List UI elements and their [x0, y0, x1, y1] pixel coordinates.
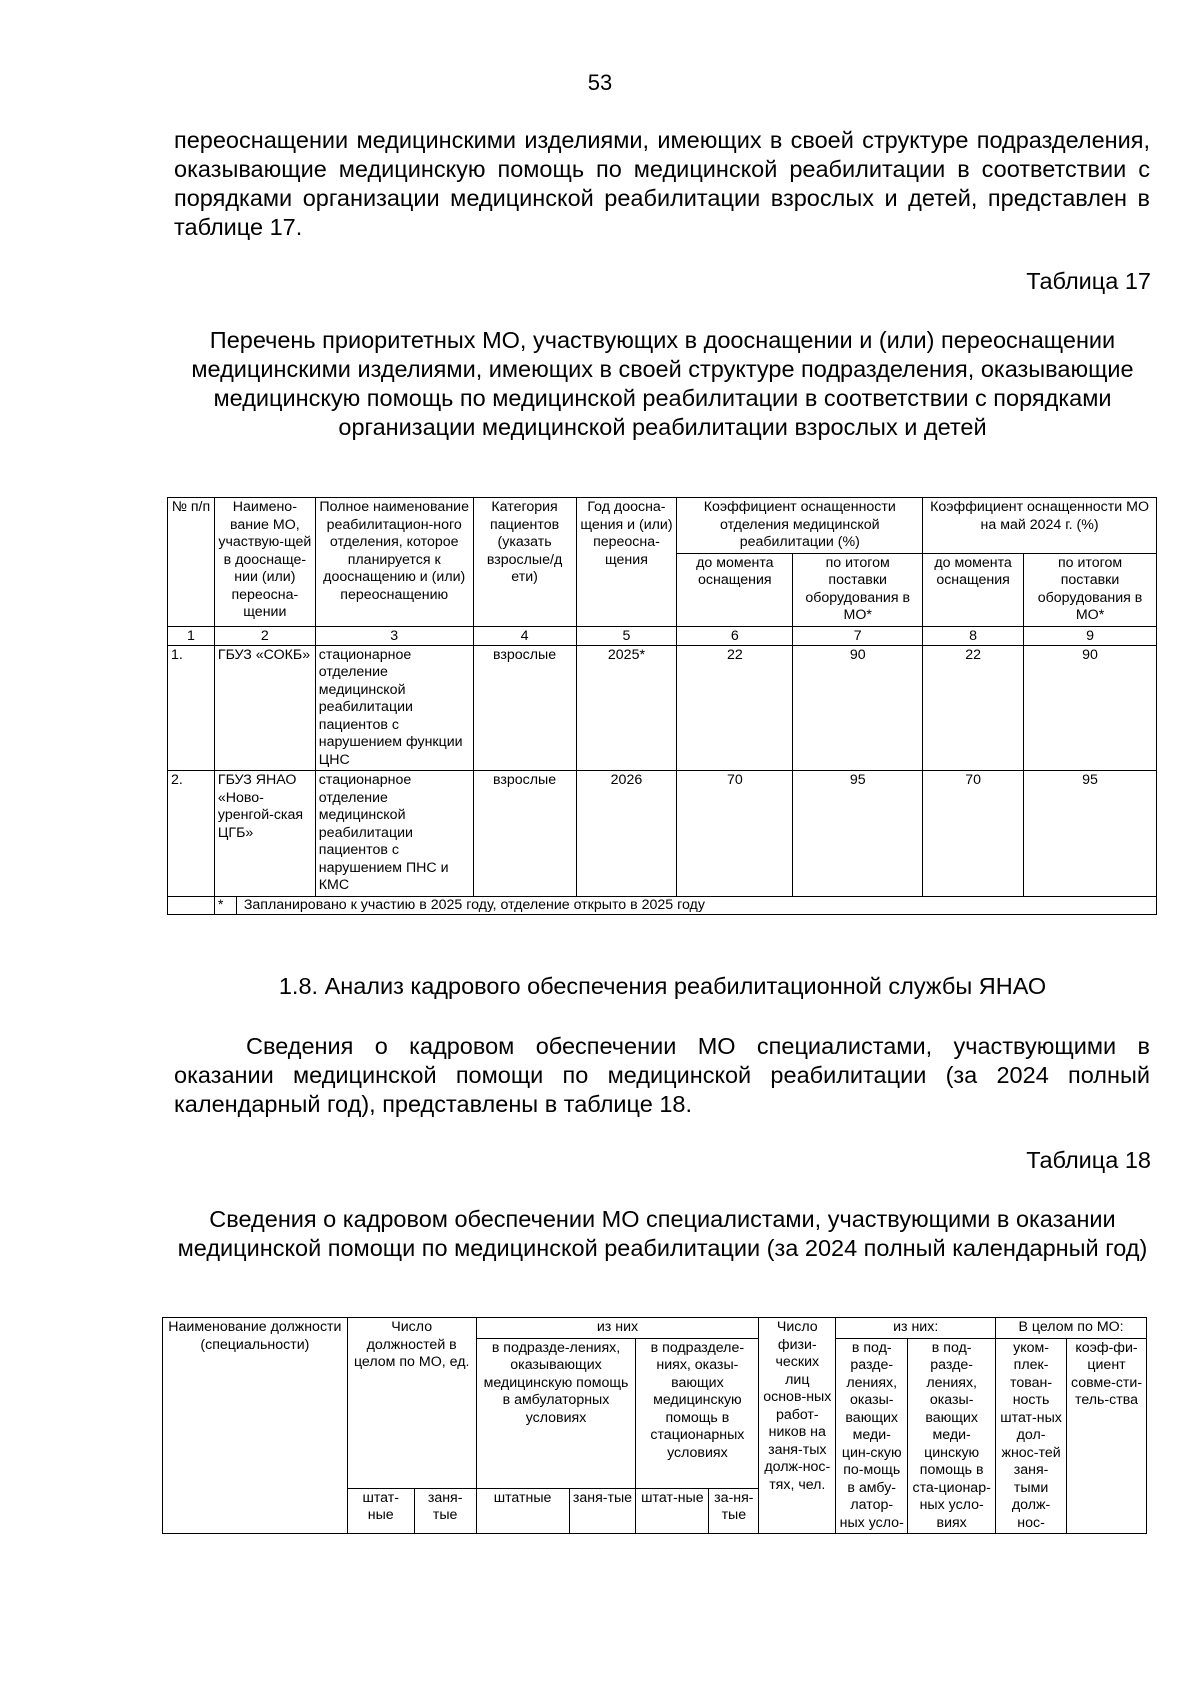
note-cell	[214, 896, 1156, 915]
row-year: 2026	[576, 771, 677, 897]
note-text: Запланировано к участию в 2025 году, отделение открыто в 2025 году	[243, 896, 705, 913]
header-before: до момента оснащения	[677, 553, 793, 626]
header-position: Наименование должности (специальности)	[163, 1318, 348, 1534]
row-after: 95	[793, 771, 923, 897]
header-before-mo: до момента оснащения	[923, 553, 1024, 626]
header-coef-dept: Коэффициент оснащенности отделения медицинской реабилитации (%)	[677, 498, 923, 554]
section-heading: 1.8. Анализ кадрового обеспечения реабилитационной службы ЯНАО	[278, 973, 1047, 999]
row-category: взрослые	[473, 645, 576, 771]
note-mark: *	[215, 897, 237, 915]
header-phys-amb: в под-разде-лениях, оказы-вающих меди-цин-скую по-мощь в амбу-латор-ных усло-	[836, 1338, 908, 1534]
header-year: Год дооcна-щения и (или) переосна-щения	[576, 498, 677, 627]
col-number: 8	[923, 626, 1024, 645]
paragraph-2: Сведения о кадровом обеспечении МО специалистами, участвующими в оказании медицинской помощи по медицинской реабилитации (за 2024 полный календарный год), представлены в таблице 18.	[174, 1033, 1150, 1117]
col-number: 2	[214, 626, 315, 645]
table-17-caption: Перечень приоритетных МО, участвующих в дооснащении и (или) переоснащении медицинскими изделиями, имеющих в своей структуре подразделения, оказывающие медицинскую помощь по медицинской реабилитации в соответствии с порядками организации медицинской реабилитации взрослых и детей	[191, 327, 1134, 440]
table-17-label: Таблица 17	[1026, 268, 1151, 294]
table-17	[167, 497, 1157, 915]
header-overall: В целом по МО:	[996, 1318, 1147, 1339]
header-of-them: из них	[476, 1318, 759, 1339]
col-number: 3	[315, 626, 473, 645]
col-number: 9	[1024, 626, 1157, 645]
row-before-mo: 70	[923, 771, 1024, 897]
header-of-them-2: из них:	[836, 1318, 996, 1339]
header-count-total: Число должностей в целом по МО, ед.	[347, 1318, 476, 1489]
table-18-caption: Сведения о кадровом обеспечении МО специалистами, участвующими в оказании медицинской помощи по медицинской реабилитации (за 2024 полный календарный год)	[177, 1206, 1148, 1261]
table-18-label: Таблица 18	[1026, 1147, 1151, 1173]
header-zan-3: за-ня-тые	[709, 1488, 759, 1533]
row-before: 70	[677, 771, 793, 897]
header-staffing: уком-плек-тован-ность штат-ных дол-жнос-тей заня-тыми долж-нос-	[996, 1338, 1067, 1534]
col-number: 4	[473, 626, 576, 645]
table-row	[168, 771, 1157, 897]
page-number: 53	[587, 70, 613, 95]
header-shtat-1: штат-ные	[347, 1488, 414, 1533]
row-dept: стационарное отделение медицинской реабилитации пациентов с нарушением ПНС и КМС	[315, 771, 473, 897]
header-physical: Число физи-ческих лиц основ-ных работ-ников на заня-тых долж-нос-тях, чел.	[759, 1318, 836, 1534]
header-mo: Наимено-вание МО, участвую-щей в дооснаще-нии (или) переосна-щении	[214, 498, 315, 627]
row-dept: стационарное отделение медицинской реабилитации пациентов с нарушением функции ЦНС	[315, 645, 473, 771]
row-num: 1.	[168, 645, 215, 771]
column-number-row	[168, 626, 1157, 645]
col-number: 7	[793, 626, 923, 645]
note-blank	[168, 896, 215, 915]
row-after-mo: 90	[1024, 645, 1157, 771]
row-year: 2025*	[576, 645, 677, 771]
table-17-header-row	[168, 498, 1157, 554]
table-17-note-row	[168, 896, 1157, 915]
col-number: 5	[576, 626, 677, 645]
table-18-header-row	[163, 1318, 1147, 1339]
header-phys-stat: в под-разде-лениях, оказы-вающих меди-цинскую помощь в ста-ционар-ных усло-виях	[908, 1338, 996, 1534]
row-num: 2.	[168, 771, 215, 897]
header-num: № п/п	[168, 498, 215, 627]
header-shtat-2: штатные	[476, 1488, 569, 1533]
row-mo: ГБУЗ ЯНАО «Ново-уренгой-ская ЦГБ»	[214, 771, 315, 897]
row-after-mo: 95	[1024, 771, 1157, 897]
header-category: Категория пациентов (указать взрослые/д ети)	[473, 498, 576, 627]
col-number: 6	[677, 626, 793, 645]
row-before-mo: 22	[923, 645, 1024, 771]
row-after: 90	[793, 645, 923, 771]
header-shtat-3: штат-ные	[636, 1488, 709, 1533]
intro-paragraph: переоснащении медицинскими изделиями, имеющих в своей структуре подразделения, оказывающие медицинскую помощь по медицинской реабилитации в соответствии с порядками организации медицинской реабилитации взрослых и детей, представлен в таблице 17.	[174, 127, 1150, 240]
header-after: по итогом поставки оборудования в МО*	[793, 553, 923, 626]
col-number: 1	[168, 626, 215, 645]
table-18	[162, 1317, 1147, 1534]
header-zan-2: заня-тые	[569, 1488, 636, 1533]
row-before: 22	[677, 645, 793, 771]
header-dept: Полное наименование реабилитацион-ного отделения, которое планируется к дооснащению и (или) переоснащению	[315, 498, 473, 627]
header-after-mo: по итогом поставки оборудования в МО*	[1024, 553, 1157, 626]
header-amb: в подразде-лениях, оказывающих медицинскую помощь в амбулаторных условиях	[476, 1338, 636, 1488]
header-stat: в подразделе-ниях, оказы-вающих медицинскую помощь в стационарных условиях	[636, 1338, 759, 1488]
header-coef: коэф-фи-циент совме-сти-тель-ства	[1067, 1338, 1147, 1534]
row-category: взрослые	[473, 771, 576, 897]
header-coef-mo: Коэффициент оснащенности МО на май 2024 г. (%)	[923, 498, 1157, 554]
header-zan-1: заня-тые	[414, 1488, 476, 1533]
table-row	[168, 645, 1157, 771]
row-mo: ГБУЗ «СОКБ»	[214, 645, 315, 771]
